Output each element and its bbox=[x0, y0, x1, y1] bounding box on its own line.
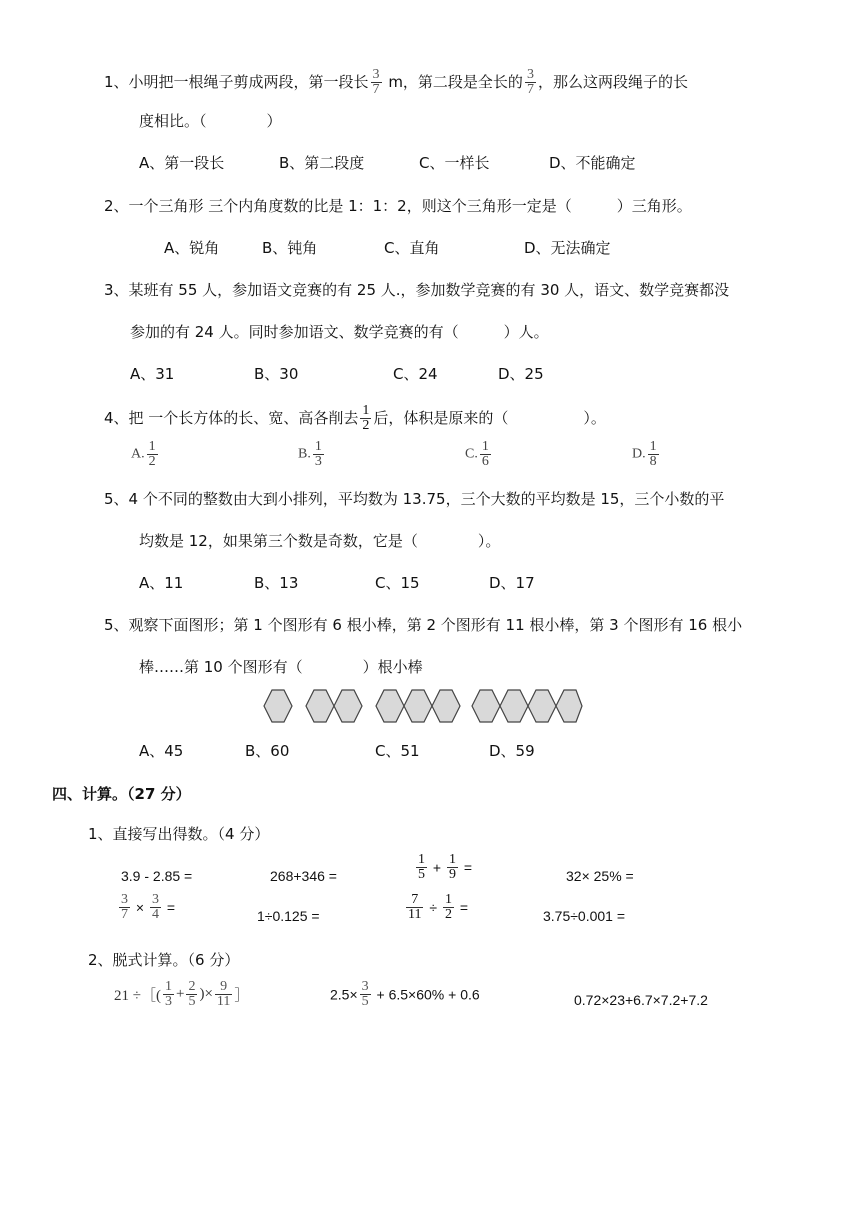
hexagon bbox=[556, 690, 582, 722]
calc-r2-c4: 3.75÷0.001 = bbox=[543, 908, 626, 924]
q3-option-a: A、31 bbox=[130, 365, 175, 383]
q4-line1-text-b: 后，体积是原来的（ ）。 bbox=[373, 409, 606, 427]
q3-option-c: C、24 bbox=[393, 365, 438, 383]
q4-option-a: A. $\frac{1}{2}$ bbox=[131, 439, 156, 469]
q5a-line1: 5、4 个不同的整数由大到小排列，平均数为 13.75，三个大数的平均数是 15，三个小数的平 bbox=[104, 490, 725, 508]
q1-fraction-b: $\frac{3}{7}$ bbox=[526, 67, 534, 97]
q3-line1: 3、某班有 55 人，参加语文竞赛的有 25 人.，参加数学竞赛的有 30 人，语文、数学竞赛都没 bbox=[104, 281, 730, 299]
q1-line1-text-a: 1、小明把一根绳子剪成两段，第一段长 bbox=[104, 73, 369, 91]
section-4-sub1: 1、直接写出得数。（4 分） bbox=[88, 825, 270, 843]
q4-line1-text-a: 4、把 一个长方体的长、宽、高各削去 bbox=[104, 409, 359, 427]
q3-option-b: B、30 bbox=[254, 365, 299, 383]
q5b-option-b: B、60 bbox=[245, 742, 290, 760]
q5a-option-a: A、11 bbox=[139, 574, 184, 592]
q1-line1 bbox=[104, 68, 688, 97]
q2-option-b: B、钝角 bbox=[262, 239, 318, 257]
calc-r2-c2: 1÷0.125 = bbox=[257, 908, 320, 924]
q4-fraction: $\frac{1}{2}$ bbox=[362, 403, 370, 433]
section-4-sub2: 2、脱式计算。（6 分） bbox=[88, 951, 240, 969]
q2-option-c: C、直角 bbox=[384, 239, 440, 257]
q1-option-c: C、一样长 bbox=[419, 154, 490, 172]
q5a-line2: 均数是 12，如果第三个数是奇数，它是（ ）。 bbox=[139, 532, 501, 550]
calc-r2-c1: $\frac{3}{7}$ × $\frac{3}{4}$ = bbox=[121, 892, 176, 922]
q5a-option-c: C、15 bbox=[375, 574, 420, 592]
hexagon bbox=[264, 690, 292, 722]
q4-option-c: C. $\frac{1}{6}$ bbox=[465, 439, 489, 469]
hexagon bbox=[432, 690, 460, 722]
q2-option-a: A、锐角 bbox=[164, 239, 220, 257]
calc-r1-c3: $\frac{1}{5}$ + $\frac{1}{9}$ = bbox=[418, 852, 473, 882]
q1-option-b: B、第二段度 bbox=[279, 154, 365, 172]
q3-option-d: D、25 bbox=[498, 365, 544, 383]
hexagon-sticks-figure bbox=[262, 688, 584, 724]
section-4-title: 四、计算。（27 分） bbox=[52, 785, 191, 803]
hexagon bbox=[306, 690, 334, 722]
q3-line2: 参加的有 24 人。同时参加语文、数学竞赛的有（ ）人。 bbox=[130, 323, 549, 341]
calc-r1-c2: 268+346 = bbox=[270, 868, 337, 884]
q1-line1-text-b: m，第二段是全长的 bbox=[383, 73, 523, 91]
q4-option-d: D. $\frac{1}{8}$ bbox=[632, 439, 657, 469]
hexagon bbox=[528, 690, 556, 722]
q5a-option-b: B、13 bbox=[254, 574, 299, 592]
q5b-option-a: A、45 bbox=[139, 742, 184, 760]
hexagon bbox=[500, 690, 528, 722]
q5b-option-c: C、51 bbox=[375, 742, 420, 760]
expr-2: 2.5× $\frac{3}{5}$ + 6.5×60% + 0.6 bbox=[330, 979, 480, 1009]
q4-line1 bbox=[104, 404, 606, 433]
q5b-line2: 棒……第 10 个图形有（ ）根小棒 bbox=[139, 658, 423, 676]
q1-line1-text-c: ，那么这两段绳子的长 bbox=[537, 73, 688, 91]
hexagon bbox=[472, 690, 500, 722]
q1-option-d: D、不能确定 bbox=[549, 154, 636, 172]
hexagon bbox=[376, 690, 404, 722]
q5b-option-d: D、59 bbox=[489, 742, 535, 760]
expr-1: 21 ÷［( $\frac{1}{3}$ + $\frac{2}{5}$ )× $\frac{9}{11}$ ］ bbox=[114, 979, 250, 1009]
q4-option-b: B. $\frac{1}{3}$ bbox=[298, 439, 322, 469]
q2-option-d: D、无法确定 bbox=[524, 239, 611, 257]
calc-r1-c1: 3.9 - 2.85 = bbox=[121, 868, 193, 884]
q5a-option-d: D、17 bbox=[489, 574, 535, 592]
hexagon bbox=[334, 690, 362, 722]
q1-line2: 度相比。（ ） bbox=[139, 112, 282, 130]
calc-r1-c4: 32× 25% = bbox=[566, 868, 634, 884]
q1-option-a: A、第一段长 bbox=[139, 154, 225, 172]
hexagon bbox=[404, 690, 432, 722]
q1-fraction-a: $\frac{3}{7}$ bbox=[372, 67, 380, 97]
q2-line1: 2、一个三角形 三个内角度数的比是 1：1：2，则这个三角形一定是（ ）三角形。 bbox=[104, 197, 692, 215]
calc-r2-c3: $\frac{7}{11}$ ÷ $\frac{1}{2}$ = bbox=[408, 892, 469, 922]
expr-3: 0.72×23+6.7×7.2+7.2 bbox=[574, 992, 708, 1008]
q5b-line1: 5、观察下面图形；第 1 个图形有 6 根小棒，第 2 个图形有 11 根小棒，第 3 个图形有 16 根小 bbox=[104, 616, 743, 634]
